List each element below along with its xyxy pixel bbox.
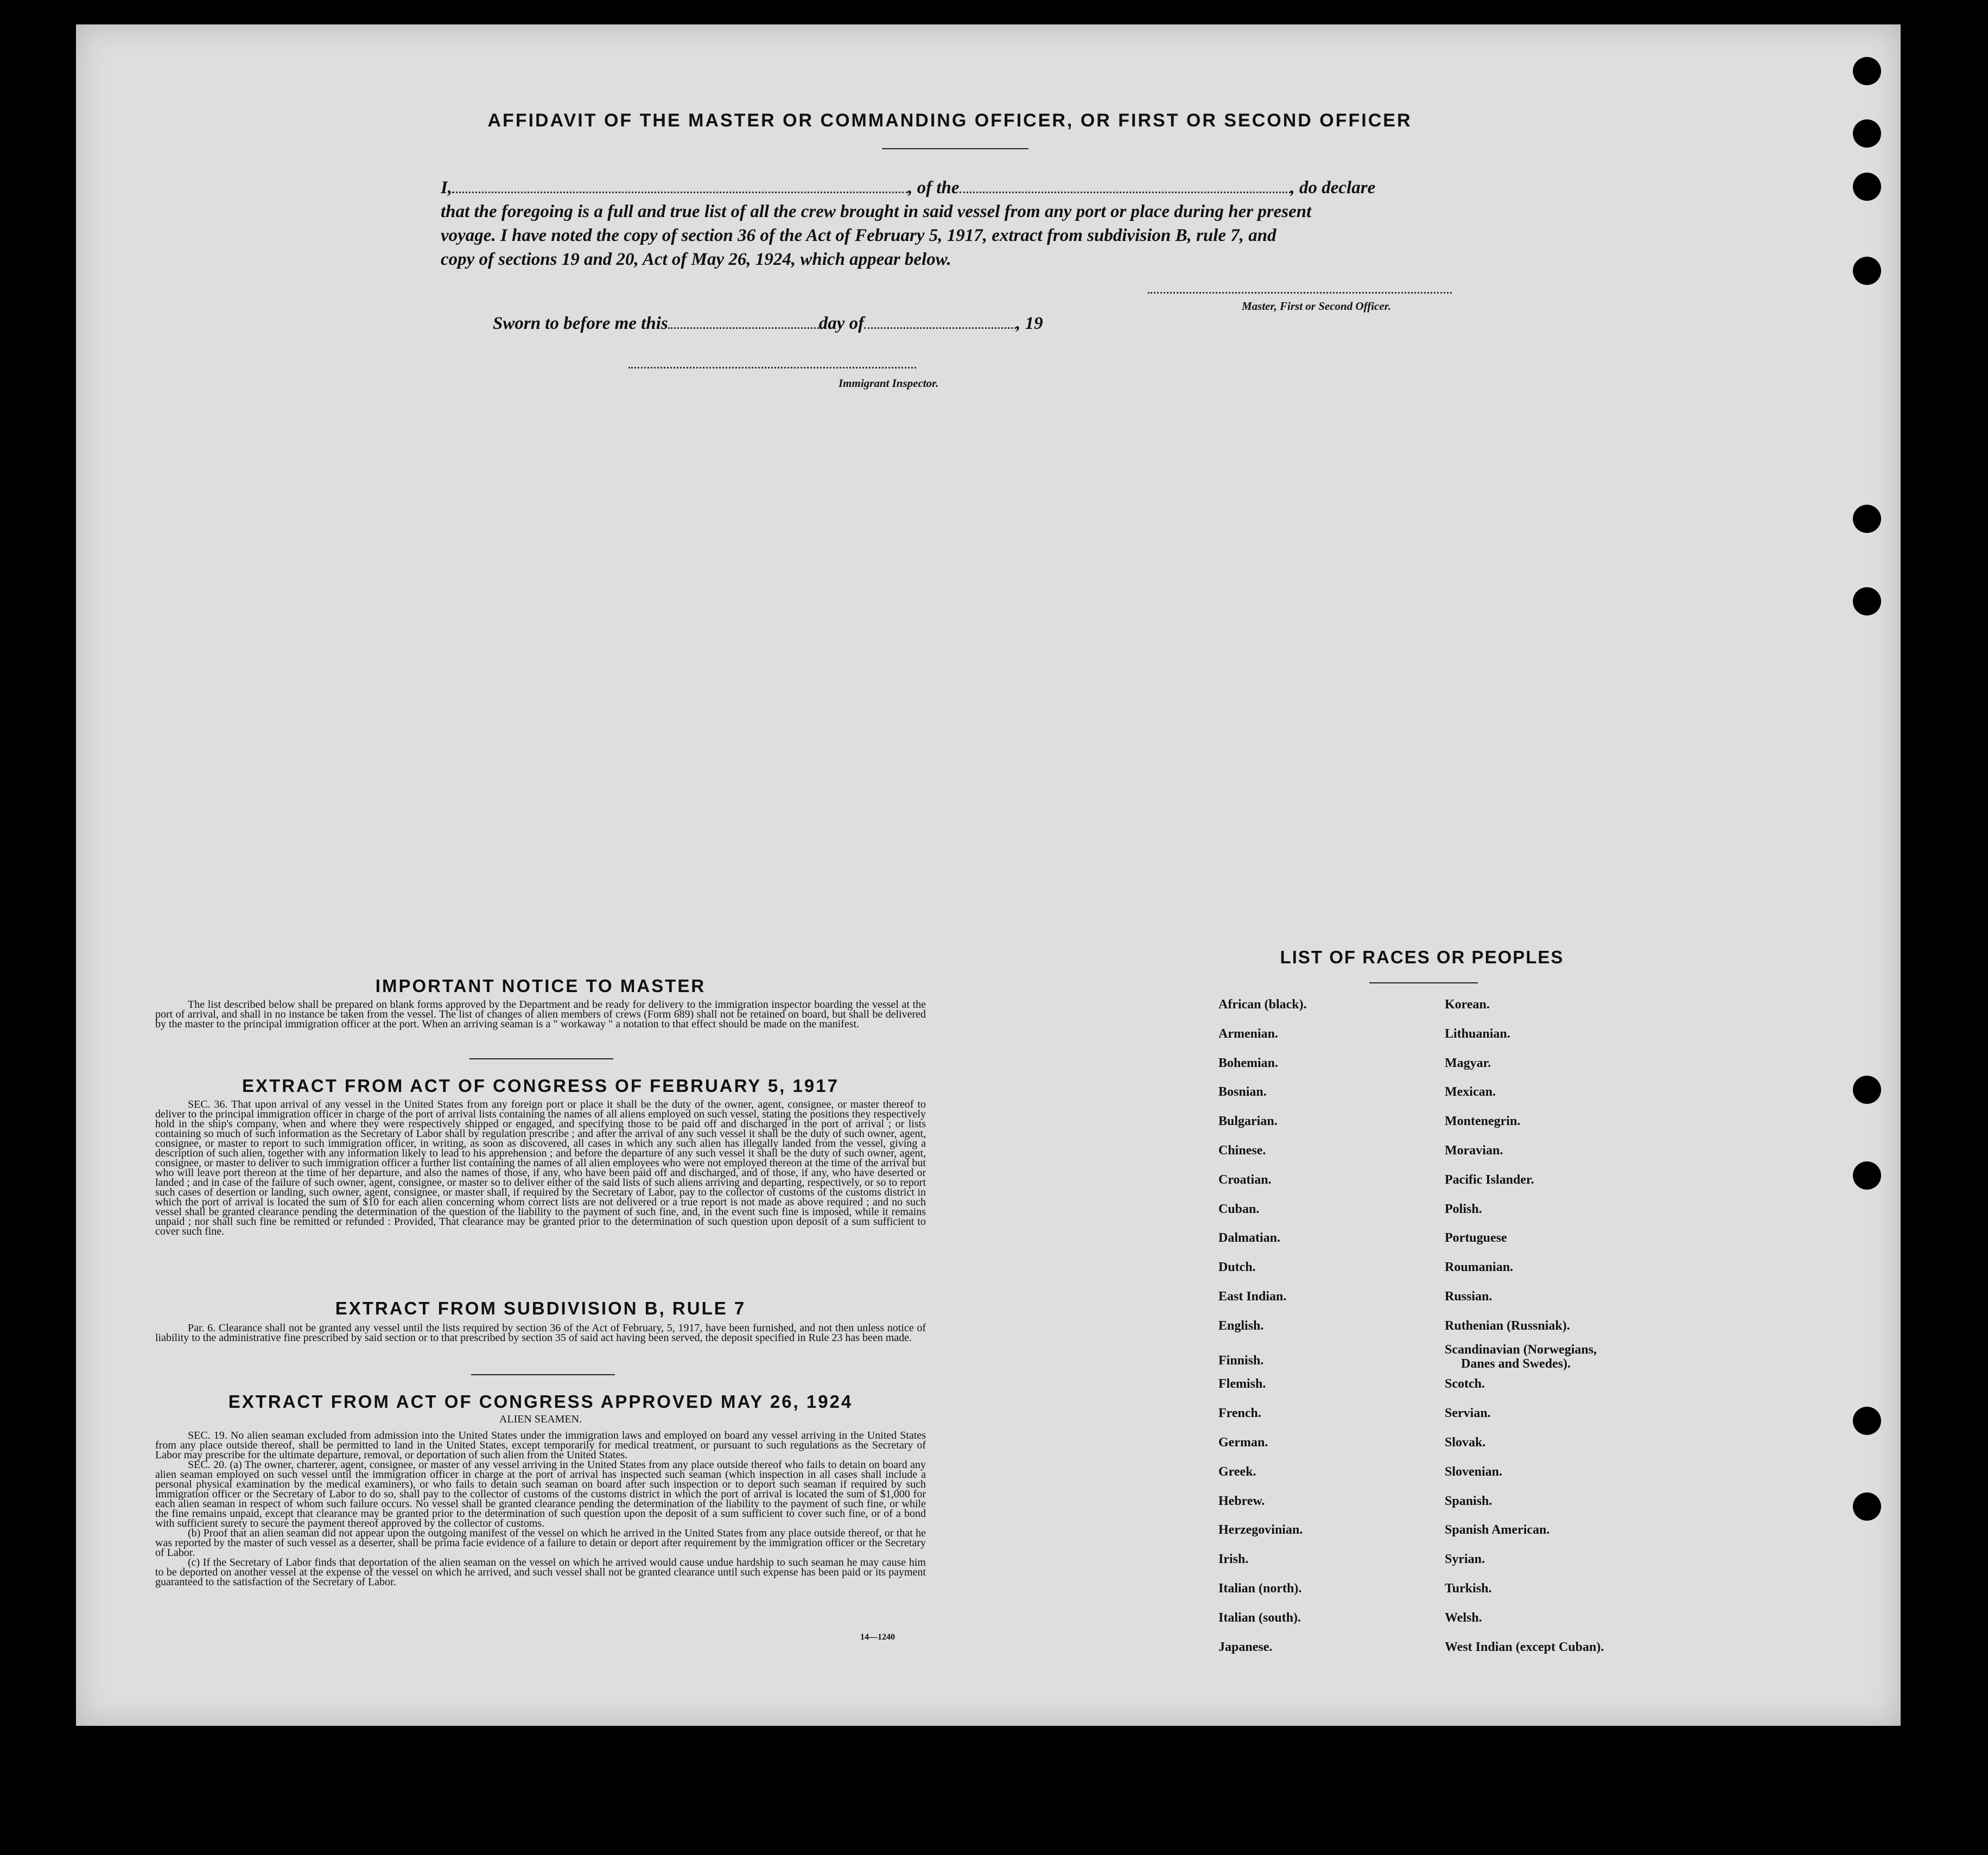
race-item: Spanish American. (1445, 1523, 1550, 1538)
extract-rule7-body (155, 1323, 926, 1343)
punch-hole (1853, 587, 1881, 615)
race-item: French. (1218, 1406, 1261, 1421)
affidavit-line-1-of: , of the (908, 178, 960, 198)
punch-hole (1853, 505, 1881, 533)
extract-rule7-title: EXTRACT FROM SUBDIVISION B, RULE 7 (335, 1298, 746, 1318)
race-item: Flemish. (1218, 1377, 1266, 1392)
notice-paragraph: The list described below shall be prepared on blank forms approved by the Department and be ready for delivery to the immigration inspector boarding the vessel at the port of arrival, and shall in no instance be taken from the vessel. The list of changes of alien members of crews (Form 689) shall not be retained on board, but shall be delivered by the master to the principal immigration officer at the port. When an arriving seaman is a " workaway " a notation to that effect should be made on the manifest. (155, 999, 926, 1030)
inspector-signature-label: Immigrant Inspector. (839, 377, 939, 390)
sworn-day-blank[interactable] (668, 322, 819, 329)
race-item: Slovak. (1445, 1435, 1486, 1450)
race-item: Roumanian. (1445, 1260, 1514, 1275)
race-item: Slovenian. (1445, 1464, 1503, 1479)
race-item: Scotch. (1445, 1377, 1485, 1392)
race-item: Danes and Swedes). (1461, 1356, 1571, 1371)
affidavit-line-3: voyage. I have noted the copy of section 36 of the Act of February 5, 1917, extract from subdivision B, rule 7, and (441, 226, 1276, 245)
race-item: Pacific Islander. (1445, 1172, 1534, 1187)
race-item: Mexican. (1445, 1085, 1496, 1100)
sworn-year: , 19 (1016, 314, 1043, 333)
divider (471, 1374, 615, 1375)
race-item: Bosnian. (1218, 1085, 1267, 1100)
race-item: Ruthenian (Russniak). (1445, 1318, 1570, 1333)
vessel-blank[interactable] (960, 186, 1291, 193)
affidavit-line-1-declare: , do declare (1290, 178, 1376, 198)
race-item: Irish. (1218, 1552, 1249, 1567)
name-blank[interactable] (452, 186, 908, 193)
race-item: Armenian. (1218, 1026, 1278, 1041)
race-item: Herzegovinian. (1218, 1523, 1303, 1538)
punch-hole (1853, 1161, 1881, 1190)
races-title-rule (1369, 982, 1478, 983)
race-item: Montenegrin. (1445, 1114, 1521, 1129)
affidavit-line-1-i: I, (441, 178, 453, 198)
punch-hole (1853, 57, 1881, 85)
race-item: Japanese. (1218, 1640, 1273, 1654)
punch-hole (1853, 173, 1881, 201)
race-item: Magyar. (1445, 1056, 1491, 1070)
form-number: 14—1240 (860, 1632, 895, 1642)
master-signature-label: Master, First or Second Officer. (1242, 300, 1391, 313)
race-item: Italian (north). (1218, 1581, 1302, 1596)
sworn-line (493, 312, 1043, 335)
sworn-text: Sworn to before me this (493, 314, 668, 333)
race-item: Russian. (1445, 1289, 1492, 1304)
race-item: German. (1218, 1435, 1268, 1450)
notice-title: IMPORTANT NOTICE TO MASTER (375, 976, 706, 996)
affidavit-declaration (441, 176, 1461, 271)
race-item: Polish. (1445, 1202, 1482, 1216)
race-item: Italian (south). (1218, 1610, 1301, 1625)
race-item: East Indian. (1218, 1289, 1287, 1304)
race-item: Servian. (1445, 1406, 1491, 1421)
race-item: Bohemian. (1218, 1056, 1279, 1070)
race-item: Portuguese (1445, 1231, 1507, 1246)
extract-1917-body (155, 1100, 926, 1236)
race-item: Greek. (1218, 1464, 1256, 1479)
affidavit-line-2: that the foregoing is a full and true list of all the crew brought in said vessel from any port or place during her present (441, 202, 1312, 221)
punch-hole (1853, 257, 1881, 285)
punch-hole (1853, 1407, 1881, 1435)
affidavit-line-4: copy of sections 19 and 20, Act of May 26, 1924, which appear below. (441, 250, 951, 269)
sec-20c-paragraph: (c) If the Secretary of Labor finds that deportation of the alien seaman on the vessel on which he arrived would cause undue hardship to such seaman he may cause him to be deported on another vessel at the expense of the vessel on which he arrived, and such vessel shall not be granted clearance until such expense has been paid or its payment guaranteed to the satisfaction of the Secretary of Labor. (155, 1557, 926, 1588)
extract-1924-title: EXTRACT FROM ACT OF CONGRESS APPROVED MAY 26, 1924 (228, 1392, 853, 1412)
sworn-dayof: day of (818, 314, 865, 333)
race-item: Turkish. (1445, 1581, 1492, 1596)
affidavit-title: AFFIDAVIT OF THE MASTER OR COMMANDING OFFICER, OR FIRST OR SECOND OFFICER (487, 110, 1412, 131)
sworn-month-blank[interactable] (864, 322, 1016, 329)
race-item: Croatian. (1218, 1172, 1272, 1187)
inspector-signature-line[interactable] (628, 361, 916, 369)
race-item: Welsh. (1445, 1610, 1482, 1625)
race-item: Moravian. (1445, 1144, 1503, 1158)
sec-20a-paragraph: SEC. 20. (a) The owner, charterer, agent, consignee, or master of any vessel arriving in the United States from any place outside thereof who fails to detain on board any alien seaman employed on such vessel until the immigration officer in charge at the port of arrival has inspected such seaman (which inspection in all cases shall include a personal physical examination by the medical examiners), or who fails to detain such seaman on board after such inspection or to deport such seaman if required by such immigration officer or the Secretary of Labor to do so, shall pay to the collector of customs of the customs district in which the port of arrival is located the sum of $1,000 for each alien seaman in respect of whom such failure occurs. No vessel shall be granted clearance pending the determination of the liability to the payment of such fine, or while the fine remains unpaid, except that clearance may be granted prior to the determination of such question upon the deposit of a sum sufficient to cover such fine, or of a bond with sufficient surety to secure the payment thereof approved by the collector of customs. (155, 1459, 926, 1529)
races-title: LIST OF RACES OR PEOPLES (1280, 947, 1564, 967)
race-item: Scandinavian (Norwegians, (1445, 1342, 1597, 1357)
affidavit-line-1 (441, 176, 1461, 200)
punch-hole (1853, 1492, 1881, 1521)
extract-1917-title: EXTRACT FROM ACT OF CONGRESS OF FEBRUARY 5, 1917 (242, 1076, 839, 1096)
par-6-paragraph: Par. 6. Clearance shall not be granted any vessel until the lists required by section 36 of the Act of February, 5, 1917, have been furnished, and not then unless notice of liability to the administrative fine prescribed by said section or to that prescribed by section 35 of said act having been served, the deposit specified in Rule 23 has been made. (155, 1322, 926, 1344)
race-item: Dutch. (1218, 1260, 1256, 1275)
race-item: Finnish. (1218, 1353, 1264, 1368)
race-item: Dalmatian. (1218, 1231, 1280, 1246)
punch-hole (1853, 1076, 1881, 1104)
sec-36-paragraph: SEC. 36. That upon arrival of any vessel in the United States from any foreign port or place it shall be the duty of the owner, agent, consignee, or master thereof to deliver to the principal immigration officer in charge of the port of arrival lists containing the names of all aliens employed on such vessel, stating the positions they respectively hold in the ship's company, when and where they were respectively shipped or engaged, and specifying those to be paid off and discharged in the port of arrival ; or lists containing so much of such information as the Secretary of Labor shall by regulation prescribe ; and after the arrival of any such vessel it shall be the duty of such owner, agent, consignee, or master to report to such immigration officer, in writing, as soon as discovered, all cases in which any such alien has illegally landed from the vessel, giving a description of such alien, together with any information likely to lead to his apprehension ; and before the departure of any such vessel it shall be the duty of such owner, agent, consignee, or master to deliver to such immigration officer a further list containing the names of all alien employees who were not employed thereon at the time of the arrival but who will leave port thereon at the time of her departure, and also the names of those, if any, who have been paid off and discharged, and of those, if any, who have deserted or landed ; and in case of the failure of such owner, agent, consignee, or master so to deliver either of the said lists of such aliens arriving and departing, respectively, or so to report such cases of desertion or landing, such owner, agent, consignee, or master shall, if required by the Secretary of Labor, pay to the collector of customs of the customs district in which the port of arrival is located the sum of $10 for each alien concerning whom correct lists are not delivered or a true report is not made as above required ; and no such vessel shall be granted clearance pending the determination of the question of the liability to the payment of such fine, and, in the event such fine is imposed, while it remains unpaid ; nor shall such fine be remitted or refunded : Provided, That clearance may be granted prior to the determination of such question upon deposit of a sum sufficient to cover such fine. (155, 1098, 926, 1237)
race-item: Spanish. (1445, 1494, 1492, 1508)
race-item: West Indian (except Cuban). (1445, 1640, 1604, 1654)
affidavit-title-rule (882, 148, 1028, 149)
master-signature-line[interactable] (1148, 287, 1452, 294)
extract-1924-body (155, 1431, 926, 1587)
alien-seamen-subtitle: ALIEN SEAMEN. (499, 1413, 582, 1425)
punch-hole (1853, 119, 1881, 148)
divider (469, 1058, 613, 1059)
race-item: Chinese. (1218, 1144, 1266, 1158)
notice-body (155, 1000, 926, 1029)
race-item: Lithuanian. (1445, 1026, 1510, 1041)
race-item: African (black). (1218, 998, 1307, 1012)
race-item: Cuban. (1218, 1202, 1260, 1216)
race-item: Hebrew. (1218, 1494, 1265, 1508)
race-item: English. (1218, 1318, 1264, 1333)
sec-19-paragraph: SEC. 19. No alien seaman excluded from admission into the United States under the immigration laws and employed on board any vessel arriving in the United States from any place outside thereof, shall be permitted to land in the United States, except temporarily for medical treatment, or pursuant to such regulations as the Secretary of Labor may prescribe for the ultimate departure, removal, or deportation of such alien from the United States. (155, 1430, 926, 1461)
race-item: Korean. (1445, 998, 1490, 1012)
race-item: Syrian. (1445, 1552, 1485, 1567)
sec-20b-paragraph: (b) Proof that an alien seaman did not appear upon the outgoing manifest of the vessel on which he arrived in the United States from any place outside thereof, or that he was reported by the master of such vessel as a deserter, shall be prima facie evidence of a failure to detain or deport after requirement by the immigration officer or the Secretary of Labor. (155, 1527, 926, 1559)
race-item: Bulgarian. (1218, 1114, 1278, 1129)
